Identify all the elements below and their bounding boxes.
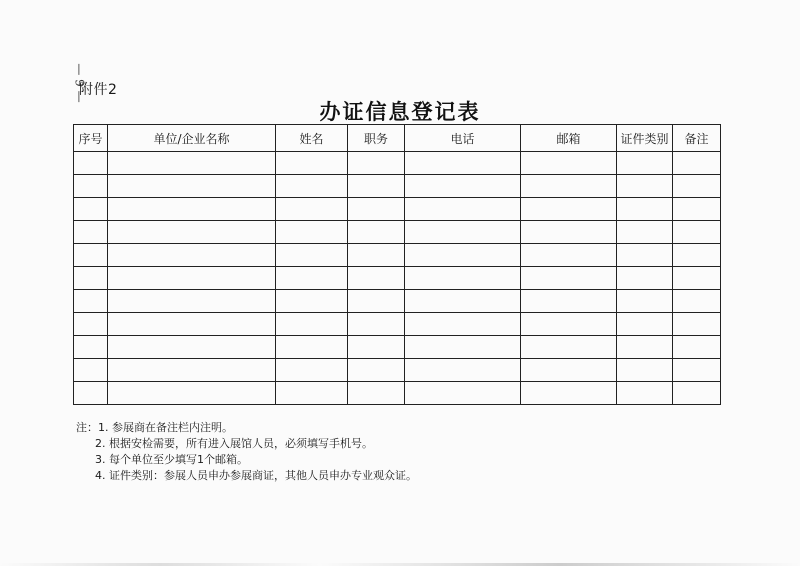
table-cell [405, 290, 521, 313]
table-row [74, 267, 721, 290]
page-title: 办证信息登记表 [319, 99, 481, 124]
table-cell [521, 359, 617, 382]
note-line-2 [76, 436, 417, 452]
table-cell [74, 267, 108, 290]
table-cell [617, 290, 673, 313]
table-cell [673, 382, 721, 405]
note-line-4 [76, 468, 417, 484]
table-cell [108, 244, 276, 267]
table-cell [521, 152, 617, 175]
table-cell [617, 359, 673, 382]
table-cell [348, 152, 405, 175]
table-cell [405, 244, 521, 267]
table-cell [673, 175, 721, 198]
table-cell [276, 290, 348, 313]
table-row [74, 359, 721, 382]
table-cell [108, 152, 276, 175]
table-cell [405, 221, 521, 244]
note-line-1 [76, 420, 417, 436]
table-row [74, 336, 721, 359]
table-cell [348, 313, 405, 336]
table-cell [276, 244, 348, 267]
table-cell [276, 313, 348, 336]
table-cell [673, 359, 721, 382]
table-cell [348, 359, 405, 382]
table-cell [521, 221, 617, 244]
table-cell [673, 152, 721, 175]
table-cell [74, 382, 108, 405]
table-row [74, 175, 721, 198]
table-row [74, 244, 721, 267]
table-cell [617, 198, 673, 221]
table-cell [521, 244, 617, 267]
header-position: 职务 [348, 125, 405, 152]
header-cert-type: 证件类别 [617, 125, 673, 152]
header-phone: 电话 [405, 125, 521, 152]
page-number-text: — 9 — [72, 63, 87, 103]
table-cell [276, 152, 348, 175]
table-cell [276, 359, 348, 382]
table-cell [521, 313, 617, 336]
table-cell [108, 359, 276, 382]
table-cell [673, 198, 721, 221]
table-cell [74, 290, 108, 313]
table-cell [108, 221, 276, 244]
header-seq: 序号 [74, 125, 108, 152]
table-cell [521, 336, 617, 359]
notes-section [76, 420, 417, 484]
table-cell [276, 221, 348, 244]
table-cell [348, 221, 405, 244]
table-cell [276, 267, 348, 290]
table-cell [108, 313, 276, 336]
header-company: 单位/企业名称 [108, 125, 276, 152]
table-cell [617, 244, 673, 267]
table-cell [74, 152, 108, 175]
table-cell [276, 175, 348, 198]
table-cell [108, 267, 276, 290]
table-cell [108, 336, 276, 359]
table-cell [405, 359, 521, 382]
table-cell [405, 336, 521, 359]
table-cell [405, 382, 521, 405]
table-row [74, 152, 721, 175]
table-cell [74, 244, 108, 267]
table-cell [521, 290, 617, 313]
table-cell [405, 313, 521, 336]
table-cell [348, 198, 405, 221]
table-cell [521, 175, 617, 198]
table-cell [673, 244, 721, 267]
table-cell [108, 382, 276, 405]
table-header-row [74, 125, 721, 152]
header-name: 姓名 [276, 125, 348, 152]
table-cell [673, 221, 721, 244]
table-cell [348, 336, 405, 359]
table-row [74, 198, 721, 221]
table-row [74, 382, 721, 405]
table-cell [74, 313, 108, 336]
table-cell [405, 198, 521, 221]
table-cell [108, 290, 276, 313]
table-cell [405, 152, 521, 175]
notes-lead: 注： [76, 421, 98, 434]
table-cell [74, 198, 108, 221]
attachment-label: 附件2 [79, 82, 118, 98]
registration-table [73, 124, 721, 405]
table-cell [673, 336, 721, 359]
table-cell [348, 244, 405, 267]
table-cell [673, 313, 721, 336]
note-item: 4. 证件类别：参展人员申办参展商证，其他人员申办专业观众证。 [95, 469, 417, 482]
table-cell [276, 382, 348, 405]
note-item: 2. 根据安检需要，所有进入展馆人员，必须填写手机号。 [95, 437, 373, 450]
table-cell [673, 290, 721, 313]
table-cell [521, 267, 617, 290]
table-cell [617, 382, 673, 405]
table-cell [348, 290, 405, 313]
table-cell [276, 198, 348, 221]
table-cell [617, 221, 673, 244]
table-cell [405, 267, 521, 290]
table-cell [348, 175, 405, 198]
table-body [74, 152, 721, 405]
table-cell [617, 152, 673, 175]
table-cell [276, 336, 348, 359]
table-row [74, 313, 721, 336]
table-cell [348, 382, 405, 405]
table-row [74, 221, 721, 244]
header-email: 邮箱 [521, 125, 617, 152]
table-cell [74, 175, 108, 198]
note-item: 3. 每个单位至少填写1个邮箱。 [95, 453, 248, 466]
table-cell [617, 313, 673, 336]
table-cell [405, 175, 521, 198]
table-row [74, 290, 721, 313]
header-remarks: 备注 [673, 125, 721, 152]
table-cell [74, 336, 108, 359]
page-number [60, 63, 87, 103]
table-cell [108, 175, 276, 198]
note-item: 1. 参展商在备注栏内注明。 [98, 421, 233, 434]
table-cell [74, 221, 108, 244]
table-cell [521, 198, 617, 221]
table-cell [617, 175, 673, 198]
table-cell [673, 267, 721, 290]
table-cell [521, 382, 617, 405]
note-line-3 [76, 452, 417, 468]
table-cell [108, 198, 276, 221]
table-cell [617, 267, 673, 290]
table-cell [617, 336, 673, 359]
table-cell [348, 267, 405, 290]
table-cell [74, 359, 108, 382]
